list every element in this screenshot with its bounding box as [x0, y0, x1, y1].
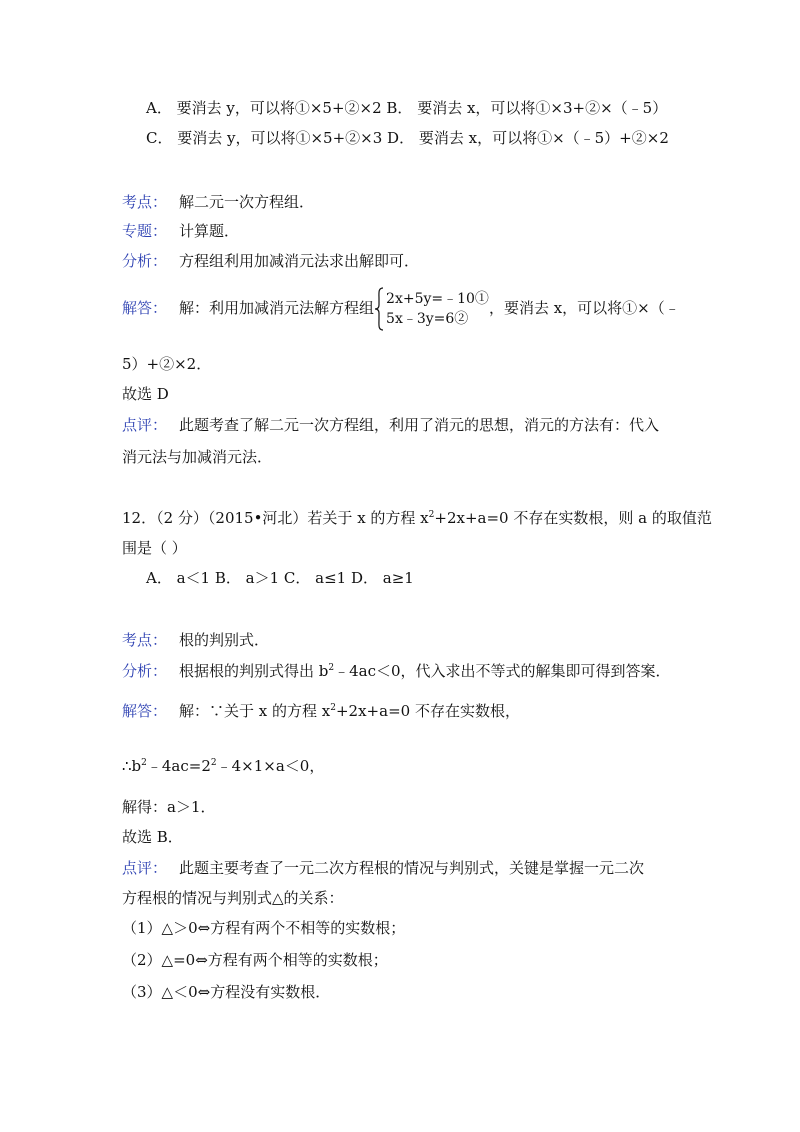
- q12-solve: 解得：a＞1．: [122, 798, 216, 816]
- q12-dianping-label: 点评：: [122, 859, 168, 877]
- zhuanti-row: [122, 221, 239, 241]
- q12-jieda-row: [122, 701, 520, 721]
- fenxi-row: [122, 251, 419, 271]
- q12-stem-line-2: 围是（ ）: [122, 539, 187, 557]
- q12-case-3: （3）△＜0⇔方程没有实数根．: [122, 983, 331, 1001]
- q12-kaodian-row: [122, 630, 269, 650]
- equation-1: 2x+5y=﹣10①: [386, 291, 489, 307]
- option-line-cd: C． 要消去 y，可以将①×5+②×3 D． 要消去 x，可以将①×（﹣5）+②×2: [146, 129, 669, 147]
- q12-fenxi-sup: 2: [328, 663, 335, 673]
- q12-fenxi-prefix: 根据根的判别式得出 b: [179, 662, 329, 680]
- q12-step-a: ∴b: [122, 757, 142, 775]
- q12-stem-sup: 2: [428, 510, 435, 520]
- jieda-label: 解答：: [122, 299, 168, 317]
- option-line-ab: A． 要消去 y，可以将①×5+②×2 B． 要消去 x，可以将①×3+②×（﹣5）: [146, 99, 668, 117]
- q12-step-b: ﹣4ac=2: [146, 757, 211, 775]
- dianping-row: [122, 415, 659, 435]
- fenxi-label: 分析：: [122, 252, 168, 270]
- jieda-text-before: 解：利用加减消元法解方程组: [179, 299, 375, 317]
- q12-fenxi-row: [122, 661, 671, 681]
- q12-dianping-line-2: 方程根的情况与判别式△的关系：: [122, 889, 344, 907]
- q12-step-sup-1: 2: [141, 758, 147, 768]
- q12-kaodian-text: 根的判别式．: [179, 631, 270, 649]
- jieda-row: [122, 286, 680, 331]
- equation-2: 5x﹣3y=6②: [386, 311, 469, 327]
- zhuanti-label: 专题：: [122, 222, 168, 240]
- zhuanti-text: 计算题．: [179, 222, 240, 240]
- q12-jieda-label: 解答：: [122, 702, 168, 720]
- kaodian-label: 考点：: [122, 193, 168, 211]
- q12-dianping-text-1: 此题主要考查了一元二次方程根的情况与判别式，关键是掌握一元二次: [179, 859, 645, 877]
- dianping-label: 点评：: [122, 416, 168, 434]
- kaodian-row: [122, 192, 314, 212]
- dianping-text-1: 此题考查了解二元一次方程组，利用了消元的思想，消元的方法有：代入: [179, 416, 660, 434]
- q12-step-sup-2: 2: [210, 758, 217, 768]
- q12-options: A． a＜1 B． a＞1 C． a≤1 D． a≥1: [146, 569, 414, 587]
- q12-fenxi-label: 分析：: [122, 662, 168, 680]
- kaodian-text: 解二元一次方程组．: [179, 193, 315, 211]
- fenxi-text: 方程组利用加减消元法求出解即可．: [179, 252, 420, 270]
- q12-step-c: ﹣4×1×a＜0，: [216, 757, 325, 775]
- q12-stem-suffix: +2x+a=0 不存在实数根，则 a 的取值范: [434, 509, 712, 527]
- q12-dianping-row: [122, 858, 644, 878]
- q12-kaodian-label: 考点：: [122, 631, 168, 649]
- brace-symbol: [374, 287, 384, 331]
- equation-system: [386, 289, 489, 329]
- q12-answer: 故选 B．: [122, 828, 183, 846]
- q12-jieda-prefix: 解：∵关于 x 的方程 x: [179, 702, 331, 720]
- q12-step: [122, 756, 324, 776]
- jieda-text-after: ，要消去 x，可以将①×（﹣: [488, 299, 680, 317]
- dianping-line-2: 消元法与加减消元法．: [122, 448, 273, 466]
- q12-fenxi-suffix: ﹣4ac＜0，代入求出不等式的解集即可得到答案．: [334, 662, 671, 680]
- q12-case-2: （2）△=0⇔方程有两个相等的实数根；: [122, 951, 388, 969]
- q12-jieda-suffix: +2x+a=0 不存在实数根，: [335, 702, 520, 720]
- jieda-continued: 5）+②×2．: [122, 355, 212, 373]
- q12-stem: [122, 508, 712, 528]
- answer-q11: 故选 D: [122, 385, 169, 403]
- q12-case-1: （1）△＞0⇔方程有两个不相等的实数根；: [122, 919, 406, 937]
- q12-jieda-sup: 2: [330, 703, 336, 713]
- q12-stem-prefix: 12．（2 分）（2015•河北）若关于 x 的方程 x: [122, 509, 429, 527]
